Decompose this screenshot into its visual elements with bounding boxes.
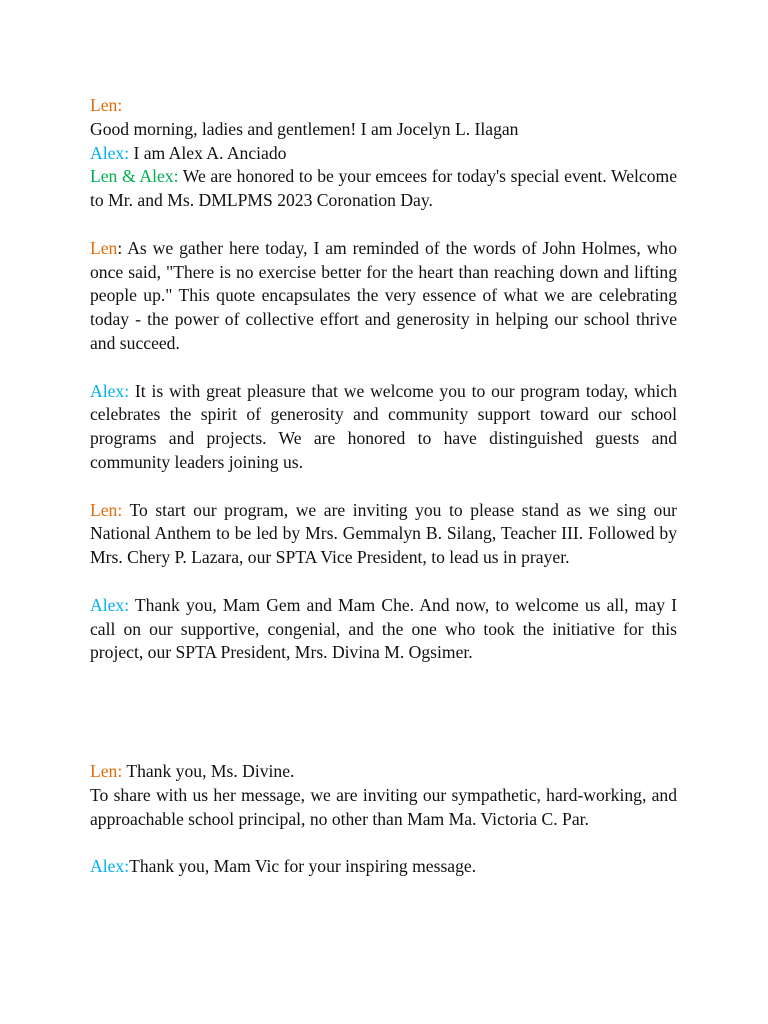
speaker-len-label: Len: <box>90 95 123 115</box>
speaker-alex-label: Alex: <box>90 380 130 401</box>
speaker-len-and-alex-label: Len & Alex: <box>90 166 179 187</box>
spacer <box>90 832 677 856</box>
line-len-label <box>90 94 677 118</box>
len-greeting-text: Good morning, ladies and gentlemen! I am Jocelyn L. Ilagan <box>90 118 519 139</box>
speaker-len-label: Len: <box>90 761 123 782</box>
len-thanks-text: Thank you, Ms. Divine. <box>122 761 295 782</box>
spacer <box>90 475 677 499</box>
alex-welcome-text: It is with great pleasure that we welcome you to our program today, which celebrates the spirit of generosity and community support toward our school programs and projects. We are honored to have distinguished guests and community leaders joining us. <box>90 380 677 472</box>
spacer <box>90 570 677 594</box>
spacer <box>90 665 677 760</box>
speaker-alex-label: Alex: <box>90 594 130 615</box>
spacer <box>90 356 677 380</box>
principal-intro-text: To share with us her message, we are inviting our sympathetic, hard-working, and approachable school principal, no other than Mam Ma. Victoria C. Par. <box>90 784 677 829</box>
paragraph-alex-welcome <box>90 380 677 475</box>
paragraph-len-anthem <box>90 499 677 570</box>
len-anthem-text: To start our program, we are inviting you to please stand as we sing our National Anthem to be led by Mrs. Gemmalyn B. Silang, Teacher III. Followed by Mrs. Chery P. Lazara, our SPTA Vice President, to lead us in prayer. <box>90 499 677 568</box>
paragraph-principal-intro <box>90 784 677 832</box>
script-page <box>90 94 677 879</box>
speaker-alex-label: Alex: <box>90 856 130 877</box>
len-quote-text: : As we gather here today, I am reminded of the words of John Holmes, who once said, "There is no exercise better for the heart than reaching down and lifting people up." This quote encapsulates the very essence of what we are celebrating today - the power of collective effort and generosity in helping our school thrive and succeed. <box>90 237 677 353</box>
line-len-greeting <box>90 118 677 142</box>
paragraph-len-quote <box>90 237 677 356</box>
paragraph-alex-thanks <box>90 594 677 665</box>
line-len-thanks <box>90 760 677 784</box>
spacer <box>90 213 677 237</box>
speaker-alex-label: Alex: <box>90 142 130 163</box>
speaker-len-label: Len: <box>90 499 123 520</box>
speaker-len-label: Len <box>90 237 118 258</box>
line-alex-closing <box>90 855 677 879</box>
alex-closing-text: Thank you, Mam Vic for your inspiring message. <box>129 856 477 877</box>
len-and-alex-text: We are honored to be your emcees for today's special event. Welcome to Mr. and Ms. DMLPMS 2023 Coronation Day. <box>90 166 677 211</box>
paragraph-len-and-alex <box>90 165 677 213</box>
alex-thanks-text: Thank you, Mam Gem and Mam Che. And now, to welcome us all, may I call on our supportive, congenial, and the one who took the initiative for this project, our SPTA President, Mrs. Divina M. Ogsimer. <box>90 594 677 663</box>
alex-intro-text: I am Alex A. Anciado <box>129 142 287 163</box>
line-alex-intro <box>90 142 677 166</box>
